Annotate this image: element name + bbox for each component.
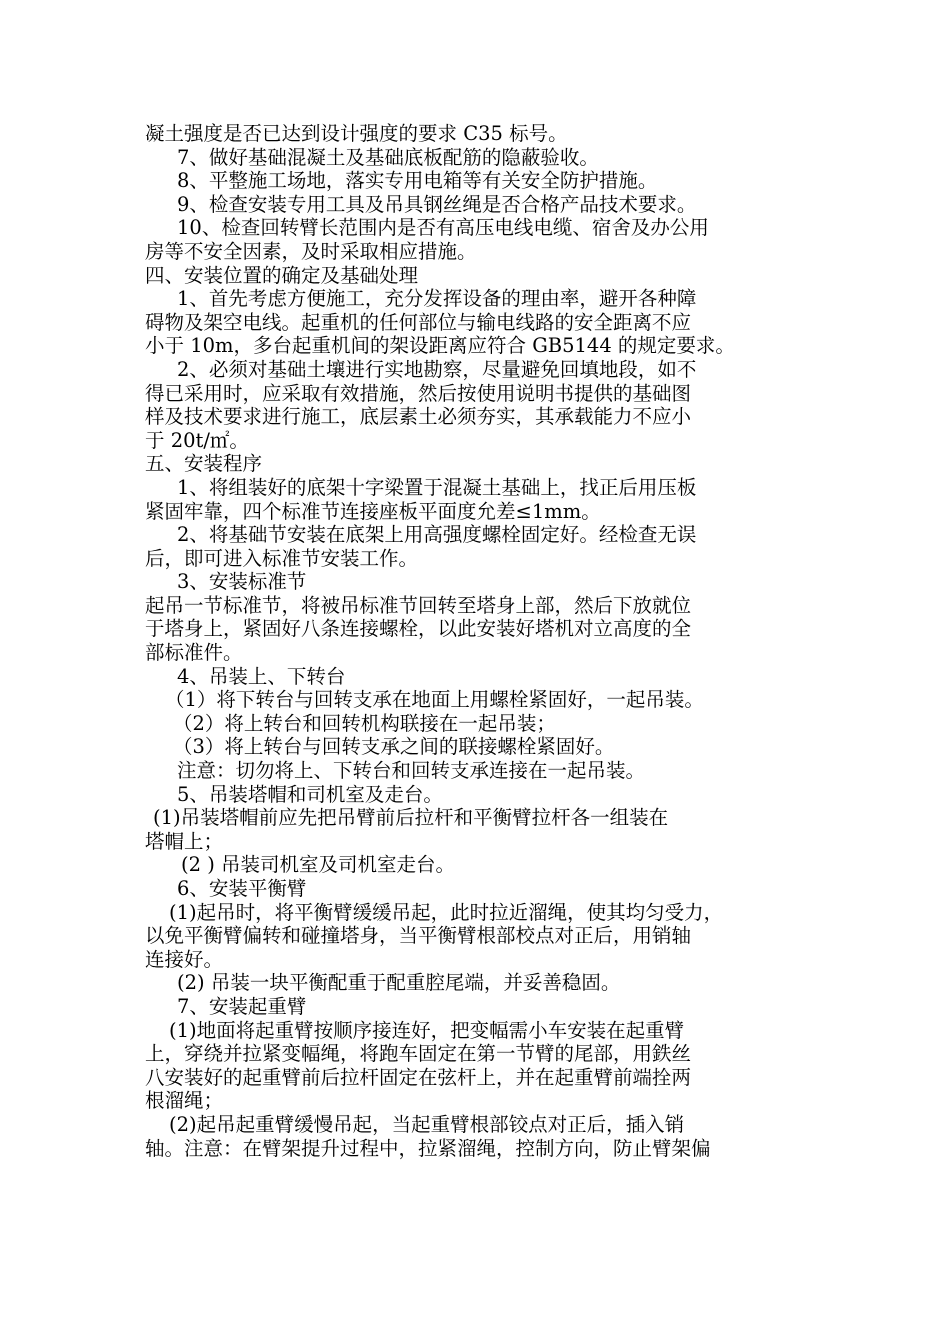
text-line: 轴。注意：在臂架提升过程中，拉紧溜绳，控制方向，防止臂架偏 xyxy=(145,1136,711,1160)
text-line: (2)起吊起重臂缓慢吊起，当起重臂根部铰点对正后，插入销 xyxy=(169,1112,685,1136)
section-heading: 五、安装程序 xyxy=(145,452,263,476)
text-line: (1)吊装塔帽前应先把吊臂前后拉杆和平衡臂拉杆各一组装在 xyxy=(153,806,669,830)
subsection-heading: 7、安装起重臂 xyxy=(177,994,307,1018)
text-line: （3）将上转台与回转支承之间的联接螺栓紧固好。 xyxy=(173,735,615,759)
text-line: 样及技术要求进行施工，底层素土必须夯实，其承载能力不应小 xyxy=(145,405,692,429)
subsection-heading: 6、安装平衡臂 xyxy=(177,877,307,900)
text-line: 上，穿绕并拉紧变幅绳，将跑车固定在第一节臂的尾部，用鉄丝 xyxy=(145,1042,692,1066)
text-line: 注意：切勿将上、下转台和回转支承连接在一起吊装。 xyxy=(177,759,646,783)
text-line: 9、检查安装专用工具及吊具钢丝绳是否合格产品技术要求。 xyxy=(177,192,697,216)
text-line: 根溜绳； xyxy=(145,1089,224,1113)
text-line: 1、将组装好的底架十字梁置于混凝土基础上，找正后用压板 xyxy=(177,475,697,499)
text-line: 凝土强度是否已达到设计强度的要求 C35 标号。 xyxy=(145,122,568,145)
text-line: 小于 10m，多台起重机间的架设距离应符合 GB5144 的规定要求。 xyxy=(145,334,735,358)
text-line: 1、首先考虑方便施工，充分发挥设备的理由率，避开各种障 xyxy=(177,287,697,311)
text-line: (1)起吊时，将平衡臂缓缓吊起，此时拉近溜绳，使其均匀受力， xyxy=(169,900,724,924)
text-line: 于 20t/㎡。 xyxy=(145,428,249,452)
text-line: 8、平整施工场地，落实专用电箱等有关安全防护措施。 xyxy=(177,169,658,193)
text-line: 7、做好基础混凝土及基础底板配筋的隐蔽验收。 xyxy=(177,145,599,169)
text-line: 10、检查回转臂长范围内是否有高压电线电缆、宿舍及办公用 xyxy=(177,216,709,240)
subsection-heading: 3、安装标准节 xyxy=(177,570,307,594)
text-line: 碍物及架空电线。起重机的任何部位与输电线路的安全距离不应 xyxy=(145,310,692,334)
text-line: 八安装好的起重臂前后拉杆固定在弦杆上，并在起重臂前端拴两 xyxy=(145,1065,692,1089)
text-line: 部标准件。 xyxy=(145,641,243,665)
subsection-heading: 5、吊装塔帽和司机室及走台。 xyxy=(177,782,443,806)
text-line: （2）将上转台和回转机构联接在一起吊装； xyxy=(173,711,556,735)
text-line: （1）将下转台与回转支承在地面上用螺栓紧固好，一起吊装。 xyxy=(165,688,704,712)
text-line: 连接好。 xyxy=(145,947,224,971)
subsection-heading: 4、吊装上、下转台 xyxy=(177,664,346,688)
text-line: (2 ) 吊装司机室及司机室走台。 xyxy=(181,853,456,877)
text-line: 紧固牢靠，四个标准节连接座板平面度允差≤1mm。 xyxy=(145,499,601,523)
text-line: 后，即可进入标准节安装工作。 xyxy=(145,546,419,570)
text-line: 房等不安全因素，及时采取相应措施。 xyxy=(145,239,477,263)
text-line: 于塔身上，紧固好八条连接螺栓，以此安装好塔机对立高度的全 xyxy=(145,617,692,641)
text-line: 塔帽上； xyxy=(145,829,224,853)
text-line: 2、必须对基础土壤进行实地勘察，尽量避免回填地段，如不 xyxy=(177,357,697,381)
text-line: (2) 吊装一块平衡配重于配重腔尾端，并妥善稳固。 xyxy=(177,971,621,995)
text-line: (1)地面将起重臂按顺序接连好，把变幅需小车安装在起重臂 xyxy=(169,1018,685,1042)
text-line: 2、将基础节安装在底架上用高强度螺栓固定好。经检查无误 xyxy=(177,523,697,547)
text-line: 以免平衡臂偏转和碰撞塔身，当平衡臂根部校点对正后，用销轴 xyxy=(145,924,692,948)
section-heading: 四、安装位置的确定及基础处理 xyxy=(145,263,419,287)
text-line: 起吊一节标准节，将被吊标准节回转至塔身上部，然后下放就位 xyxy=(145,593,692,617)
text-line: 得已采用时，应采取有效措施，然后按使用说明书提供的基础图 xyxy=(145,381,692,405)
body-text xyxy=(145,122,815,1160)
